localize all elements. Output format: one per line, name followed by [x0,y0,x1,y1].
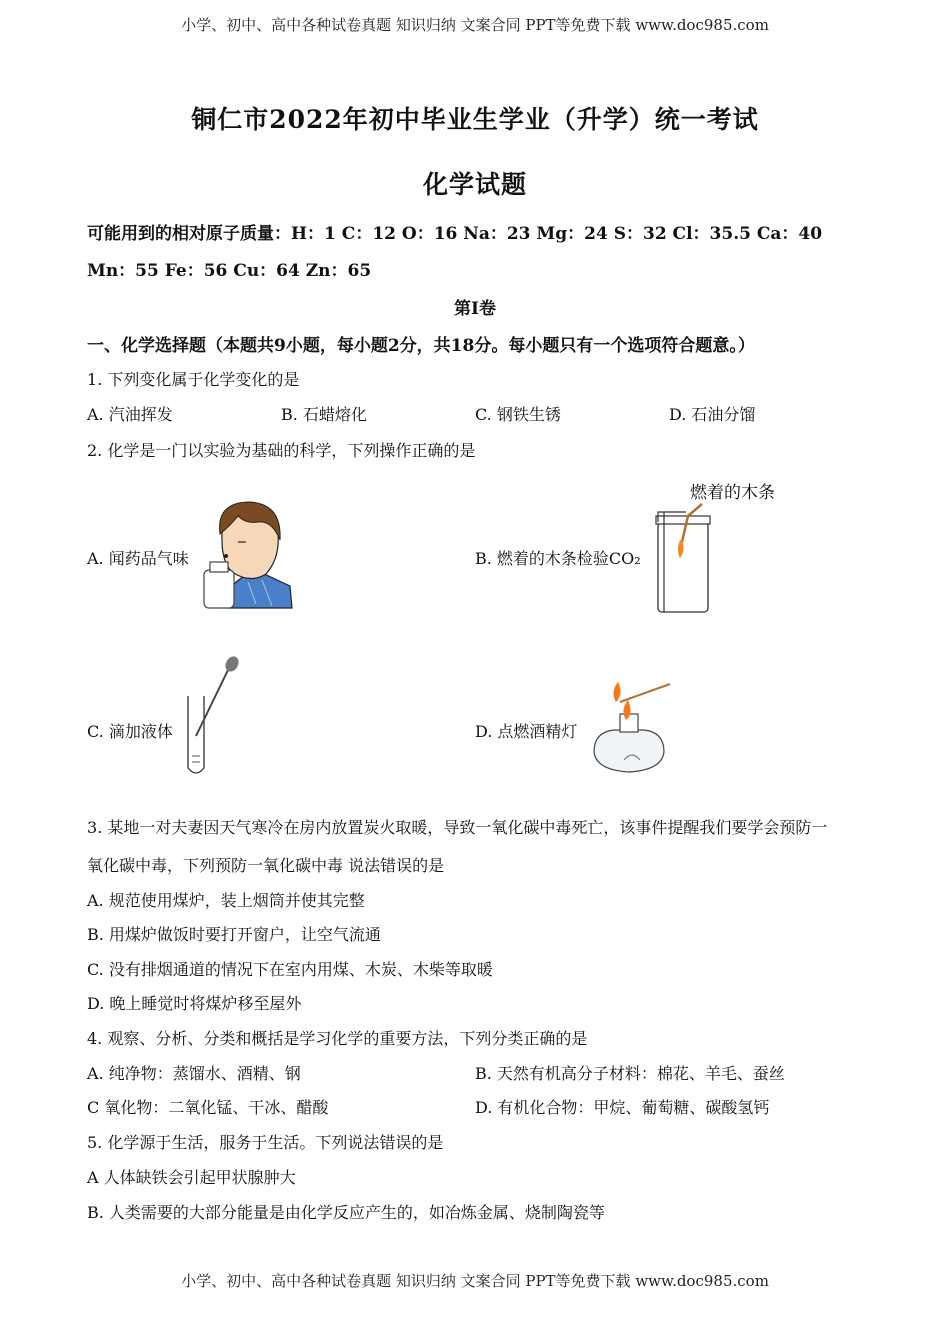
q4-option-a: A. 纯净物：蒸馏水、酒精、钢 [87,1064,301,1083]
q2-option-b: B. 燃着的木条检验CO₂ [475,549,641,568]
exam-title: 铜仁市2022年初中毕业生学业（升学）统一考试 [191,105,759,134]
burning-stick-label: 燃着的木条 [690,483,775,503]
page-footer: 小学、初中、高中各种试卷真题 知识归纳 文案合同 PPT等免费下载 www.doc985.com [181,1272,769,1290]
q2-option-a: A. 闻药品气味 [87,549,189,568]
atomic-masses-line1: 可能用到的相对原子质量：H：1 C：12 O：16 Na：23 Mg：24 S：32 Cl：35.5 Ca：40 [87,224,823,244]
q2-option-c: C. 滴加液体 [87,722,173,741]
volume-heading: 第Ⅰ卷 [454,299,496,319]
gas-bottle-illustration [648,502,712,614]
q2-option-d: D. 点燃酒精灯 [475,722,578,741]
q1-stem: 1. 下列变化属于化学变化的是 [87,370,300,389]
q5-option-b: B. 人类需要的大部分能量是由化学反应产生的，如冶炼金属、烧制陶瓷等 [87,1203,605,1222]
q3-option-a: A. 规范使用煤炉，装上烟筒并使其完整 [87,891,365,910]
q1-option-d: D. 石油分馏 [669,405,756,424]
q4-stem: 4. 观察、分析、分类和概括是学习化学的重要方法，下列分类正确的是 [87,1029,588,1048]
q5-stem: 5. 化学源于生活，服务于生活。下列说法错误的是 [87,1133,444,1152]
q3-option-c: C. 没有排烟通道的情况下在室内用煤、木炭、木柴等取暖 [87,960,493,979]
smelling-illustration [198,500,294,612]
q4-option-c: C 氧化物：二氧化锰、干冰、醋酸 [87,1098,329,1117]
dropper-illustration [182,656,242,782]
q1-option-b: B. 石蜡熔化 [281,405,367,424]
q4-option-d: D. 有机化合物：甲烷、葡萄糖、碳酸氢钙 [475,1098,770,1117]
subject-title: 化学试题 [422,170,527,199]
section-heading: 一、化学选择题（本题共9小题，每小题2分，共18分。每小题只有一个选项符合题意。） [87,336,755,356]
q3-option-b: B. 用煤炉做饭时要打开窗户，让空气流通 [87,925,381,944]
q2-stem: 2. 化学是一门以实验为基础的科学，下列操作正确的是 [87,441,476,460]
q1-option-c: C. 钢铁生锈 [475,405,561,424]
q3-stem-line1: 3. 某地一对夫妻因天气寒冷在房内放置炭火取暖，导致一氧化碳中毒死亡，该事件提醒我们要学会预防一 [87,818,828,837]
q3-option-d: D. 晚上睡觉时将煤炉移至屋外 [87,994,302,1013]
q4-option-b: B. 天然有机高分子材料：棉花、羊毛、蚕丝 [475,1064,785,1083]
q1-option-a: A. 汽油挥发 [87,405,173,424]
q3-stem-line2: 氧化碳中毒，下列预防一氧化碳中毒 说法错误的是 [87,856,445,875]
atomic-masses-line2: Mn：55 Fe：56 Cu：64 Zn：65 [87,261,372,281]
alcohol-lamp-illustration [584,680,674,776]
page-header: 小学、初中、高中各种试卷真题 知识归纳 文案合同 PPT等免费下载 www.doc985.com [181,16,769,34]
q5-option-a: A 人体缺铁会引起甲状腺肿大 [87,1168,296,1187]
